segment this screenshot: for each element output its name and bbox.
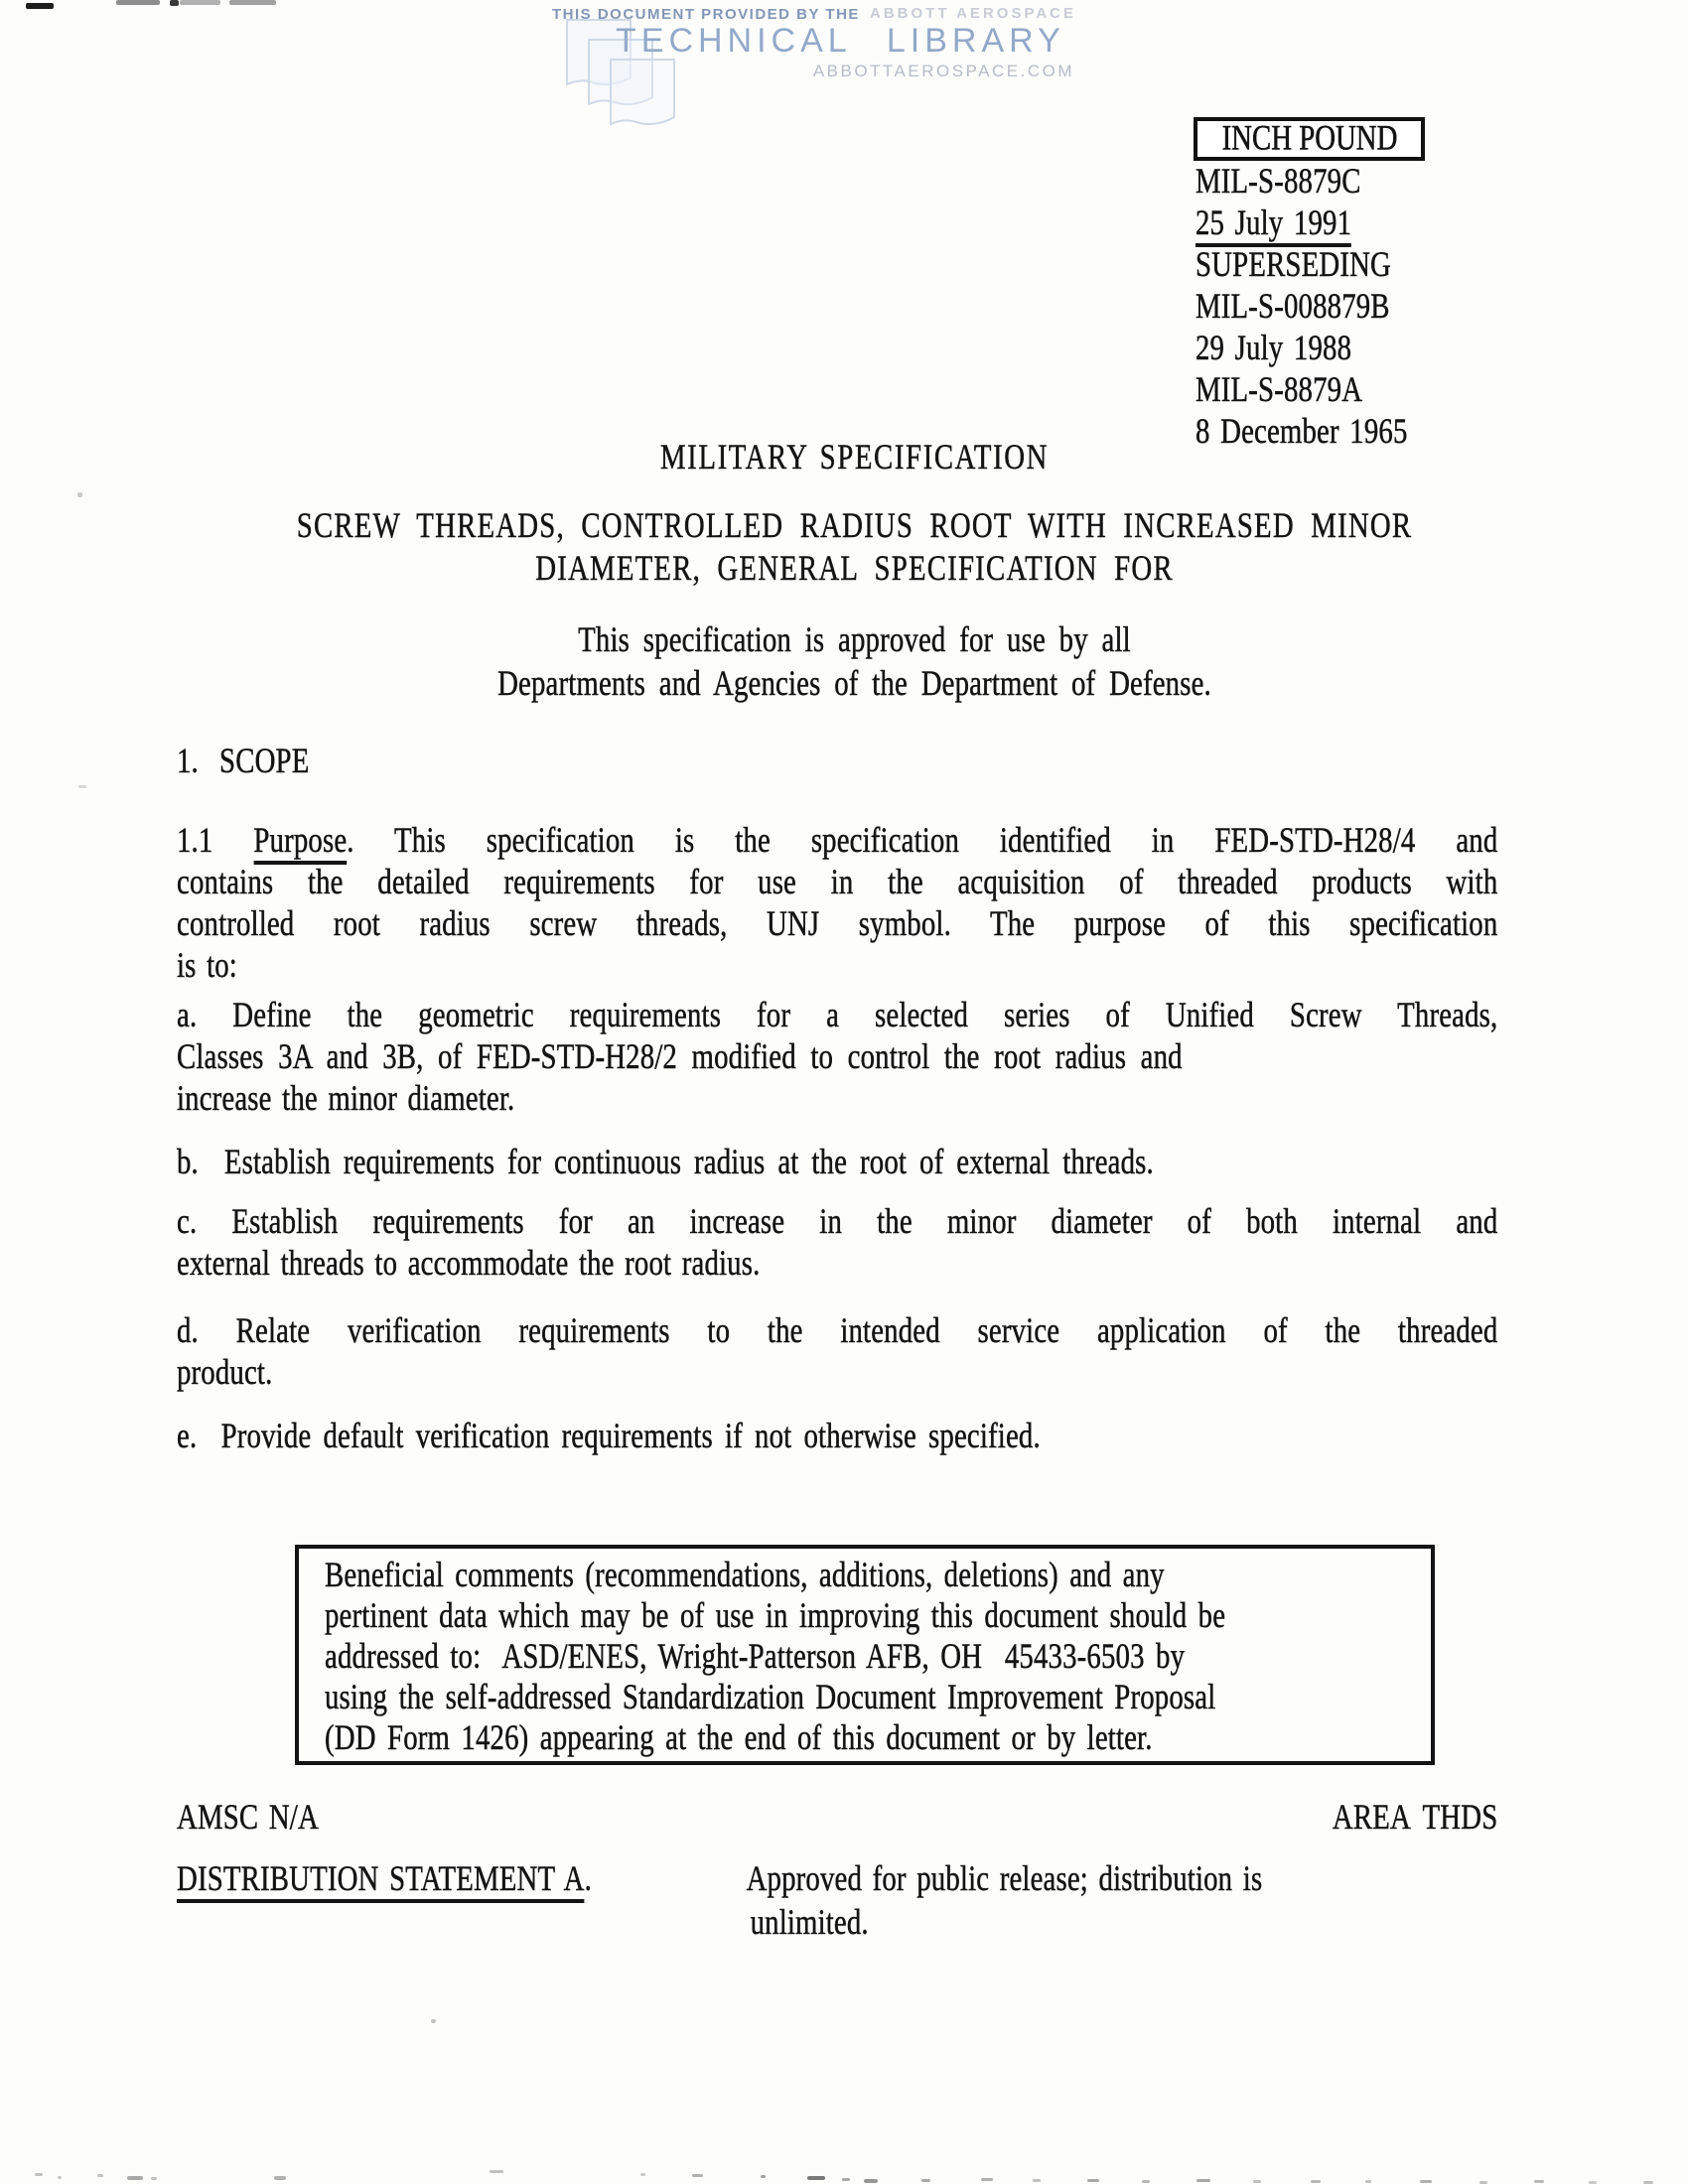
comments-line-2: pertinent data which may be of use in improving this document should be [325,1595,1226,1635]
approval-line-2: Departments and Agencies of the Department of Defense. [497,663,1211,703]
distribution-label: DISTRIBUTION STATEMENT A. [177,1857,592,1899]
item-b-line-1: b. Establish requirements for continuous radius at the root of external threads. [177,1142,1154,1181]
item-a-line-2: Classes 3A and 3B, of FED-STD-H28/2 modified to control the root radius and [177,1036,1183,1076]
watermark-brand: ABBOTT AEROSPACE [870,5,1077,22]
scan-speck [1253,2180,1261,2183]
item-c-line-2: external threads to accommodate the root radius. [177,1243,761,1283]
scope-item-b [177,1141,1497,1182]
watermark-provided-by: THIS DOCUMENT PROVIDED BY THE [552,6,860,23]
amsc-label: AMSC N/A [177,1797,319,1837]
watermark-url: ABBOTTAEROSPACE.COM [812,62,1074,80]
scan-speck [170,0,179,6]
scan-speck [1142,2180,1150,2183]
superseded-spec-1: MIL-S-008879B [1196,286,1390,326]
spec-date: 25 July 1991 [1196,202,1351,243]
comments-box [295,1545,1435,1765]
scope-heading-text: 1. SCOPE [177,741,310,780]
scan-speck [58,2176,62,2179]
scan-speck [807,2176,825,2180]
scan-speck [692,2174,703,2177]
title-line-2: DIAMETER, GENERAL SPECIFICATION FOR [535,548,1174,588]
item-c-line-1: c. Establish requirements for an increase in the minor diameter of both internal and [177,1201,1498,1241]
scan-speck [490,2170,503,2173]
scan-speck [1087,2179,1099,2182]
scope-item-c [177,1200,1497,1284]
scan-speck [981,2178,993,2181]
inch-pound-label: INCH POUND [1221,117,1397,158]
scan-speck [1311,2180,1321,2183]
comments-line-1: Beneficial comments (recommendations, additions, deletions) and any [325,1555,1165,1594]
superseded-date-2: 8 December 1965 [1196,411,1408,451]
distribution-statement [177,1857,1497,1957]
item-d-line-1: d. Relate verification requirements to the intended service application of the threaded [177,1310,1498,1350]
item-a-line-1: a. Define the geometric requirements for a selected series of Unified Screw Threads, [177,995,1498,1034]
approval-line-1: This specification is approved for use by all [578,619,1131,659]
designation-block [1196,0,1688,467]
scan-speck [77,492,82,497]
document-heading: MILITARY SPECIFICATION [659,437,1050,477]
scan-speck [921,2179,930,2182]
scan-speck [1534,2180,1544,2183]
superseded-date-1: 29 July 1988 [1196,328,1352,367]
scan-speck [431,2019,436,2023]
scope-item-a [177,994,1497,1119]
comments-line-4: using the self-addressed Standardization Document Improvement Proposal [325,1677,1216,1716]
scan-speck [864,2179,878,2183]
purpose-line-1 [177,819,1497,861]
purpose-line-3: controlled root radius screw threads, UNJ symbol. The purpose of this specification [177,903,1498,943]
watermark-library-title: TECHNICAL LIBRARY [616,22,1065,60]
superseded-spec-2: MIL-S-8879A [1196,369,1363,409]
purpose-number: 1.1 [177,820,254,860]
item-a-line-3: increase the minor diameter. [177,1078,515,1118]
scan-speck [1033,2179,1041,2182]
scope-item-e [177,1415,1497,1456]
scan-speck [151,2177,157,2180]
scan-speck [78,785,86,788]
scan-speck [761,2175,766,2178]
item-e-line-1: e. Provide default verification requirements if not otherwise specified. [177,1416,1041,1455]
scan-speck [274,2176,286,2180]
distribution-text-line-2: unlimited. [750,1902,869,1942]
purpose-word: Purpose [253,820,347,865]
purpose-line-2: contains the detailed requirements for use in the acquisition of threaded products with [177,862,1498,901]
scan-speck [1420,2180,1432,2183]
scope-item-d [177,1309,1497,1393]
item-d-line-2: product. [177,1352,273,1392]
purpose-line-4: is to: [177,945,237,985]
purpose-line-1-rest: . This specification is the specification identified in FED-STD-H28/4 and [347,820,1498,860]
scan-speck [127,2176,143,2180]
scan-speck [97,2174,103,2177]
scan-speck [116,0,160,5]
scan-speck [35,2173,43,2176]
scope-heading [177,740,1497,781]
comments-line-3: addressed to: ASD/ENES, Wright-Patterson AFB, OH 45433-6503 by [325,1636,1186,1676]
superseding-label: SUPERSEDING [1196,244,1391,284]
scan-speck [1196,2179,1210,2182]
purpose-paragraph [177,819,1497,986]
distribution-text-line-1: Approved for public release; distribution is [746,1858,1263,1898]
footer-row [177,1796,1497,1840]
scan-speck [180,0,220,5]
comments-line-5: (DD Form 1426) appearing at the end of this document or by letter. [325,1717,1153,1757]
scan-speck [229,0,276,5]
spec-number: MIL-S-8879C [1196,161,1361,201]
scan-speck [640,2173,645,2176]
scan-speck [26,3,54,9]
title-line-1: SCREW THREADS, CONTROLLED RADIUS ROOT WITH INCREASED MINOR [296,505,1413,545]
scan-speck [842,2178,850,2181]
comments-box-text [325,1555,1419,1758]
area-label: AREA THDS [1332,1797,1498,1837]
scan-speck [1365,2180,1371,2183]
